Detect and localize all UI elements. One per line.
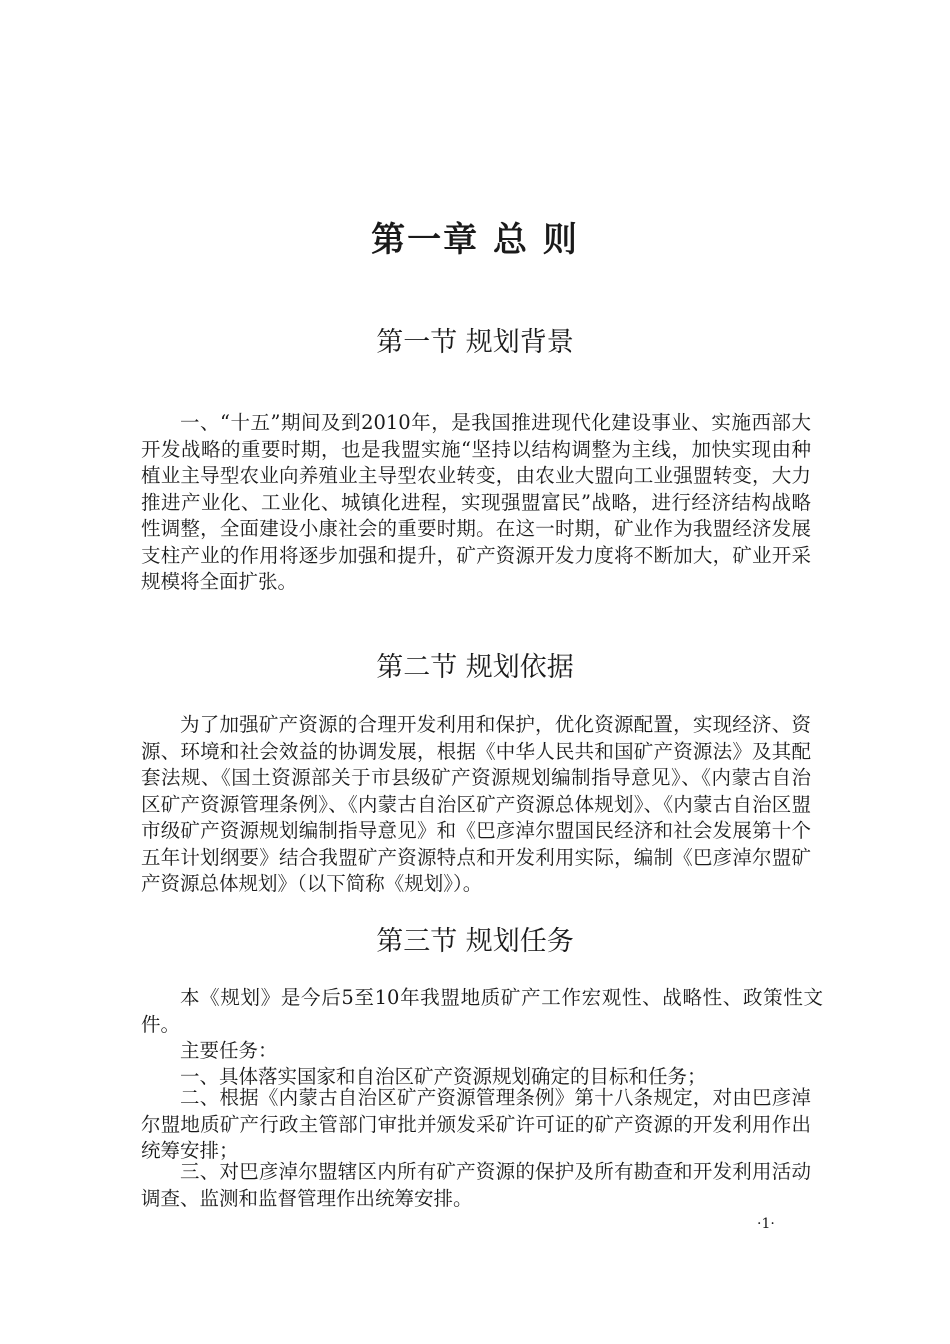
section-title-basis: 第二节 规划依据: [376, 652, 574, 683]
section-title-tasks: 第三节 规划任务: [376, 926, 574, 957]
paragraph-task-one: 一、具体落实国家和自治区矿产资源规划确定的目标和任务；: [180, 1065, 707, 1088]
chapter-title: 第一章 总 则: [371, 220, 579, 260]
page-number: ·1·: [757, 1216, 775, 1232]
paragraph-background: 一、“十五”期间及到2010年，是我国推进现代化建设事业、实施西部大开发战略的重要时期，也是我盟实施“坚持以结构调整为主线，加快实现由种植业主导型农业向养殖业主导型农业转变，由农业大盟向工业强盟转变，大力推进产业化、工业化、城镇化进程，实现强盟富民”战略，进行经济结构战略性调整，全面建设小康社会的重要时期。在这一时期，矿业作为我盟经济发展支柱产业的作用将逐步加强和提升，矿产资源开发力度将不断加大，矿业开采规模将全面扩张。: [141, 411, 811, 593]
paragraph-task-two: 二、根据《内蒙古自治区矿产资源管理条例》第十八条规定，对由巴彦淖尔盟地质矿产行政主管部门审批并颁发采矿许可证的矿产资源的开发利用作出统筹安排；: [141, 1086, 811, 1162]
paragraph-task-three: 三、对巴彦淖尔盟辖区内所有矿产资源的保护及所有勘查和开发利用活动调查、监测和监督管理作出统筹安排。: [141, 1160, 811, 1210]
section-title-background: 第一节 规划背景: [376, 327, 574, 358]
paragraph-basis: 为了加强矿产资源的合理开发利用和保护，优化资源配置，实现经济、资源、环境和社会效益的协调发展，根据《中华人民共和国矿产资源法》及其配套法规、《国土资源部关于市县级矿产资源规划编制指导意见》、《内蒙古自治区矿产资源管理条例》、《内蒙古自治区矿产资源总体规划》、《内蒙古自治区盟市级矿产资源规划编制指导意见》和《巴彦淖尔盟国民经济和社会发展第十个五年计划纲要》结合我盟矿产资源特点和开发利用实际，编制《巴彦淖尔盟矿产资源总体规划》（以下简称《规划》）。: [141, 713, 811, 895]
paragraph-tasks-intro: 本《规划》是今后5至10年我盟地质矿产工作宏观性、战略性、政策性文件。: [141, 986, 823, 1036]
paragraph-main-tasks-label: 主要任务：: [180, 1039, 278, 1062]
